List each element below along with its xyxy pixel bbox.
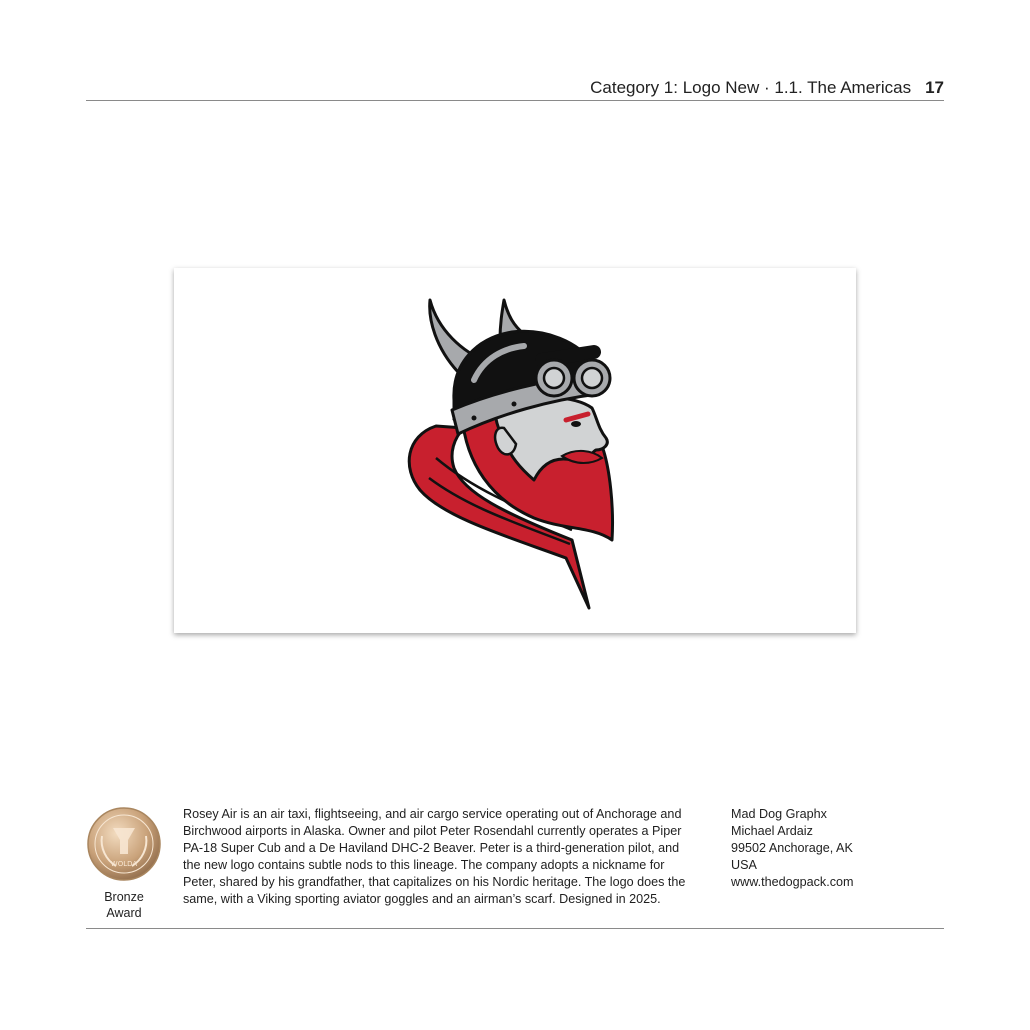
logo-card — [174, 268, 856, 633]
page-header — [86, 76, 944, 100]
page-number: 17 — [925, 78, 944, 97]
credits — [731, 806, 931, 891]
header-divider — [86, 100, 944, 101]
award-line-2: Award — [106, 906, 142, 920]
country: USA — [731, 858, 757, 872]
city: 99502 Anchorage, AK — [731, 841, 853, 855]
medal-text: WOLDA — [110, 860, 138, 868]
award-line-1: Bronze — [104, 890, 144, 904]
designer-name: Michael Ardaiz — [731, 824, 813, 838]
project-description: Rosey Air is an air taxi, flightseeing, and air cargo service operating out of Anchorage and Birchwood airports in Alaska. Owner and pilot Peter Rosendahl currently operates a Piper PA-18 Super Cub and a De Haviland DHC-2 Beaver. Peter is a third-generation pilot, and the new logo contains subtle nods to this lineage. The company adopts a nickname for Peter, shared by his grandfather, that capitalizes on his Nordic heritage. The logo does the same, with a Viking sporting aviator goggles and an airman’s scarf. Designed in 2025. — [183, 807, 686, 906]
website-link[interactable]: www.thedogpack.com — [731, 875, 854, 889]
bronze-medal-icon — [86, 806, 162, 882]
award-label — [86, 889, 162, 921]
category-title: Category 1: Logo New · 1.1. The Americas — [590, 78, 912, 97]
viking-aviator-logo-icon — [174, 268, 856, 633]
agency-name: Mad Dog Graphx — [731, 807, 827, 821]
footer-divider — [86, 928, 944, 929]
